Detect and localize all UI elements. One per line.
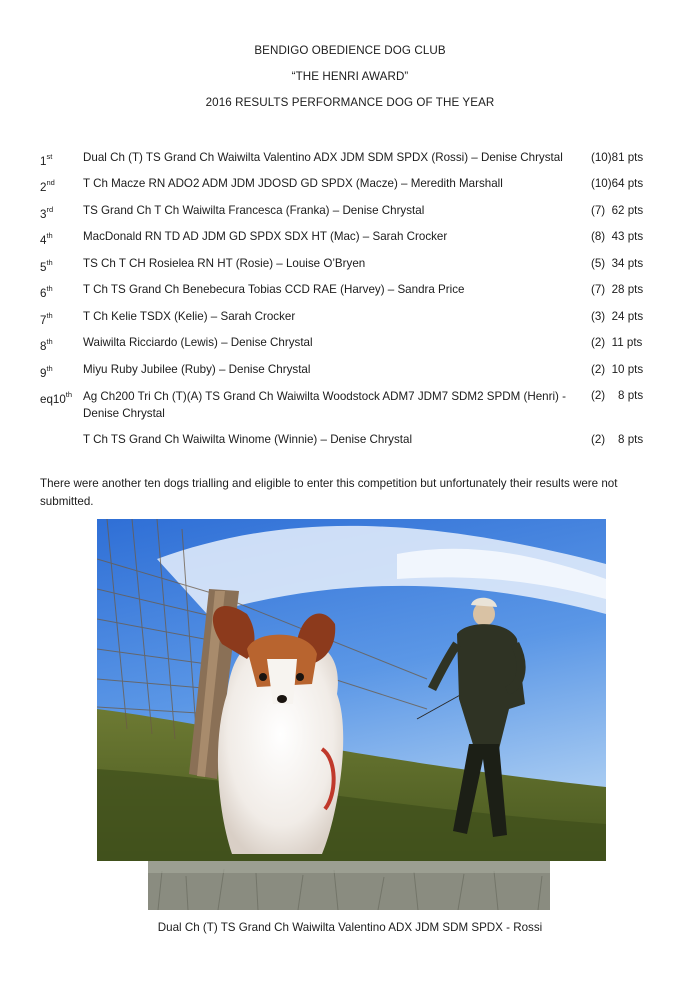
dog-entry: Ag Ch200 Tri Ch (T)(A) TS Grand Ch Waiwilta Woodstock ADM7 JDM7 SDM2 SPDM (Henri) - Denise Chrystal xyxy=(83,390,566,420)
place: 1st xyxy=(40,152,53,168)
dog-entry: T Ch TS Grand Ch Benebecura Tobias CCD RAE (Harvey) – Sandra Price xyxy=(83,283,465,296)
dog-entry: T Ch Macze RN ADO2 ADM JDM JDOSD GD SPDX (Macze) – Meredith Marshall xyxy=(83,177,503,190)
dog-entry: TS Grand Ch T Ch Waiwilta Francesca (Franka) – Denise Chrystal xyxy=(83,204,425,217)
points: (2) 11 pts xyxy=(591,336,643,349)
place: 7th xyxy=(40,311,53,327)
points: (10)81 pts xyxy=(591,151,644,164)
dog-entry: Miyu Ruby Jubilee (Ruby) – Denise Chrystal xyxy=(83,363,311,376)
award-name: “THE HENRI AWARD” xyxy=(291,70,409,83)
points: (7) 28 pts xyxy=(591,283,644,296)
dog-entry: T Ch TS Grand Ch Waiwilta Winome (Winnie) – Denise Chrystal xyxy=(83,433,413,446)
points: (2) 8 pts xyxy=(591,433,644,446)
points: (10)64 pts xyxy=(591,177,644,190)
results-subtitle: 2016 RESULTS PERFORMANCE DOG OF THE YEAR xyxy=(205,96,495,109)
points: (2) 10 pts xyxy=(591,363,644,376)
photo-caption: Dual Ch (T) TS Grand Ch Waiwilta Valentino ADX JDM SDM SPDX - Rossi xyxy=(157,921,543,934)
points: (3) 24 pts xyxy=(591,310,644,323)
dog-photo xyxy=(97,519,606,861)
dog-entry: TS Ch T CH Rosielea RN HT (Rosie) – Louise O’Bryen xyxy=(83,257,366,270)
points: (8) 43 pts xyxy=(591,230,644,243)
dog-entry: Waiwilta Ricciardo (Lewis) – Denise Chrystal xyxy=(83,336,313,349)
dog-entry: T Ch Kelie TSDX (Kelie) – Sarah Crocker xyxy=(83,310,296,323)
eligibility-note: There were another ten dogs trialling and eligible to enter this competition but unfortunately their results were not submitted. xyxy=(40,477,618,508)
dog-entry: MacDonald RN TD AD JDM GD SPDX SDX HT (Mac) – Sarah Crocker xyxy=(83,230,448,243)
dog-entry: Dual Ch (T) TS Grand Ch Waiwilta Valentino ADX JDM SDM SPDX (Rossi) – Denise Chrystal xyxy=(83,151,563,164)
place: 3rd xyxy=(40,205,54,221)
place: 9th xyxy=(40,364,53,380)
place: 6th xyxy=(40,284,53,300)
points: (5) 34 pts xyxy=(591,257,644,270)
place: 8th xyxy=(40,337,53,353)
place: 2nd xyxy=(40,178,55,194)
club-name: BENDIGO OBEDIENCE DOG CLUB xyxy=(254,44,446,57)
place: 5th xyxy=(40,258,53,274)
place: eq10th xyxy=(40,390,73,406)
points: (7) 62 pts xyxy=(591,204,644,217)
place: 4th xyxy=(40,231,53,247)
points: (2) 8 pts xyxy=(591,389,644,402)
photo-grass-strip xyxy=(148,861,550,910)
